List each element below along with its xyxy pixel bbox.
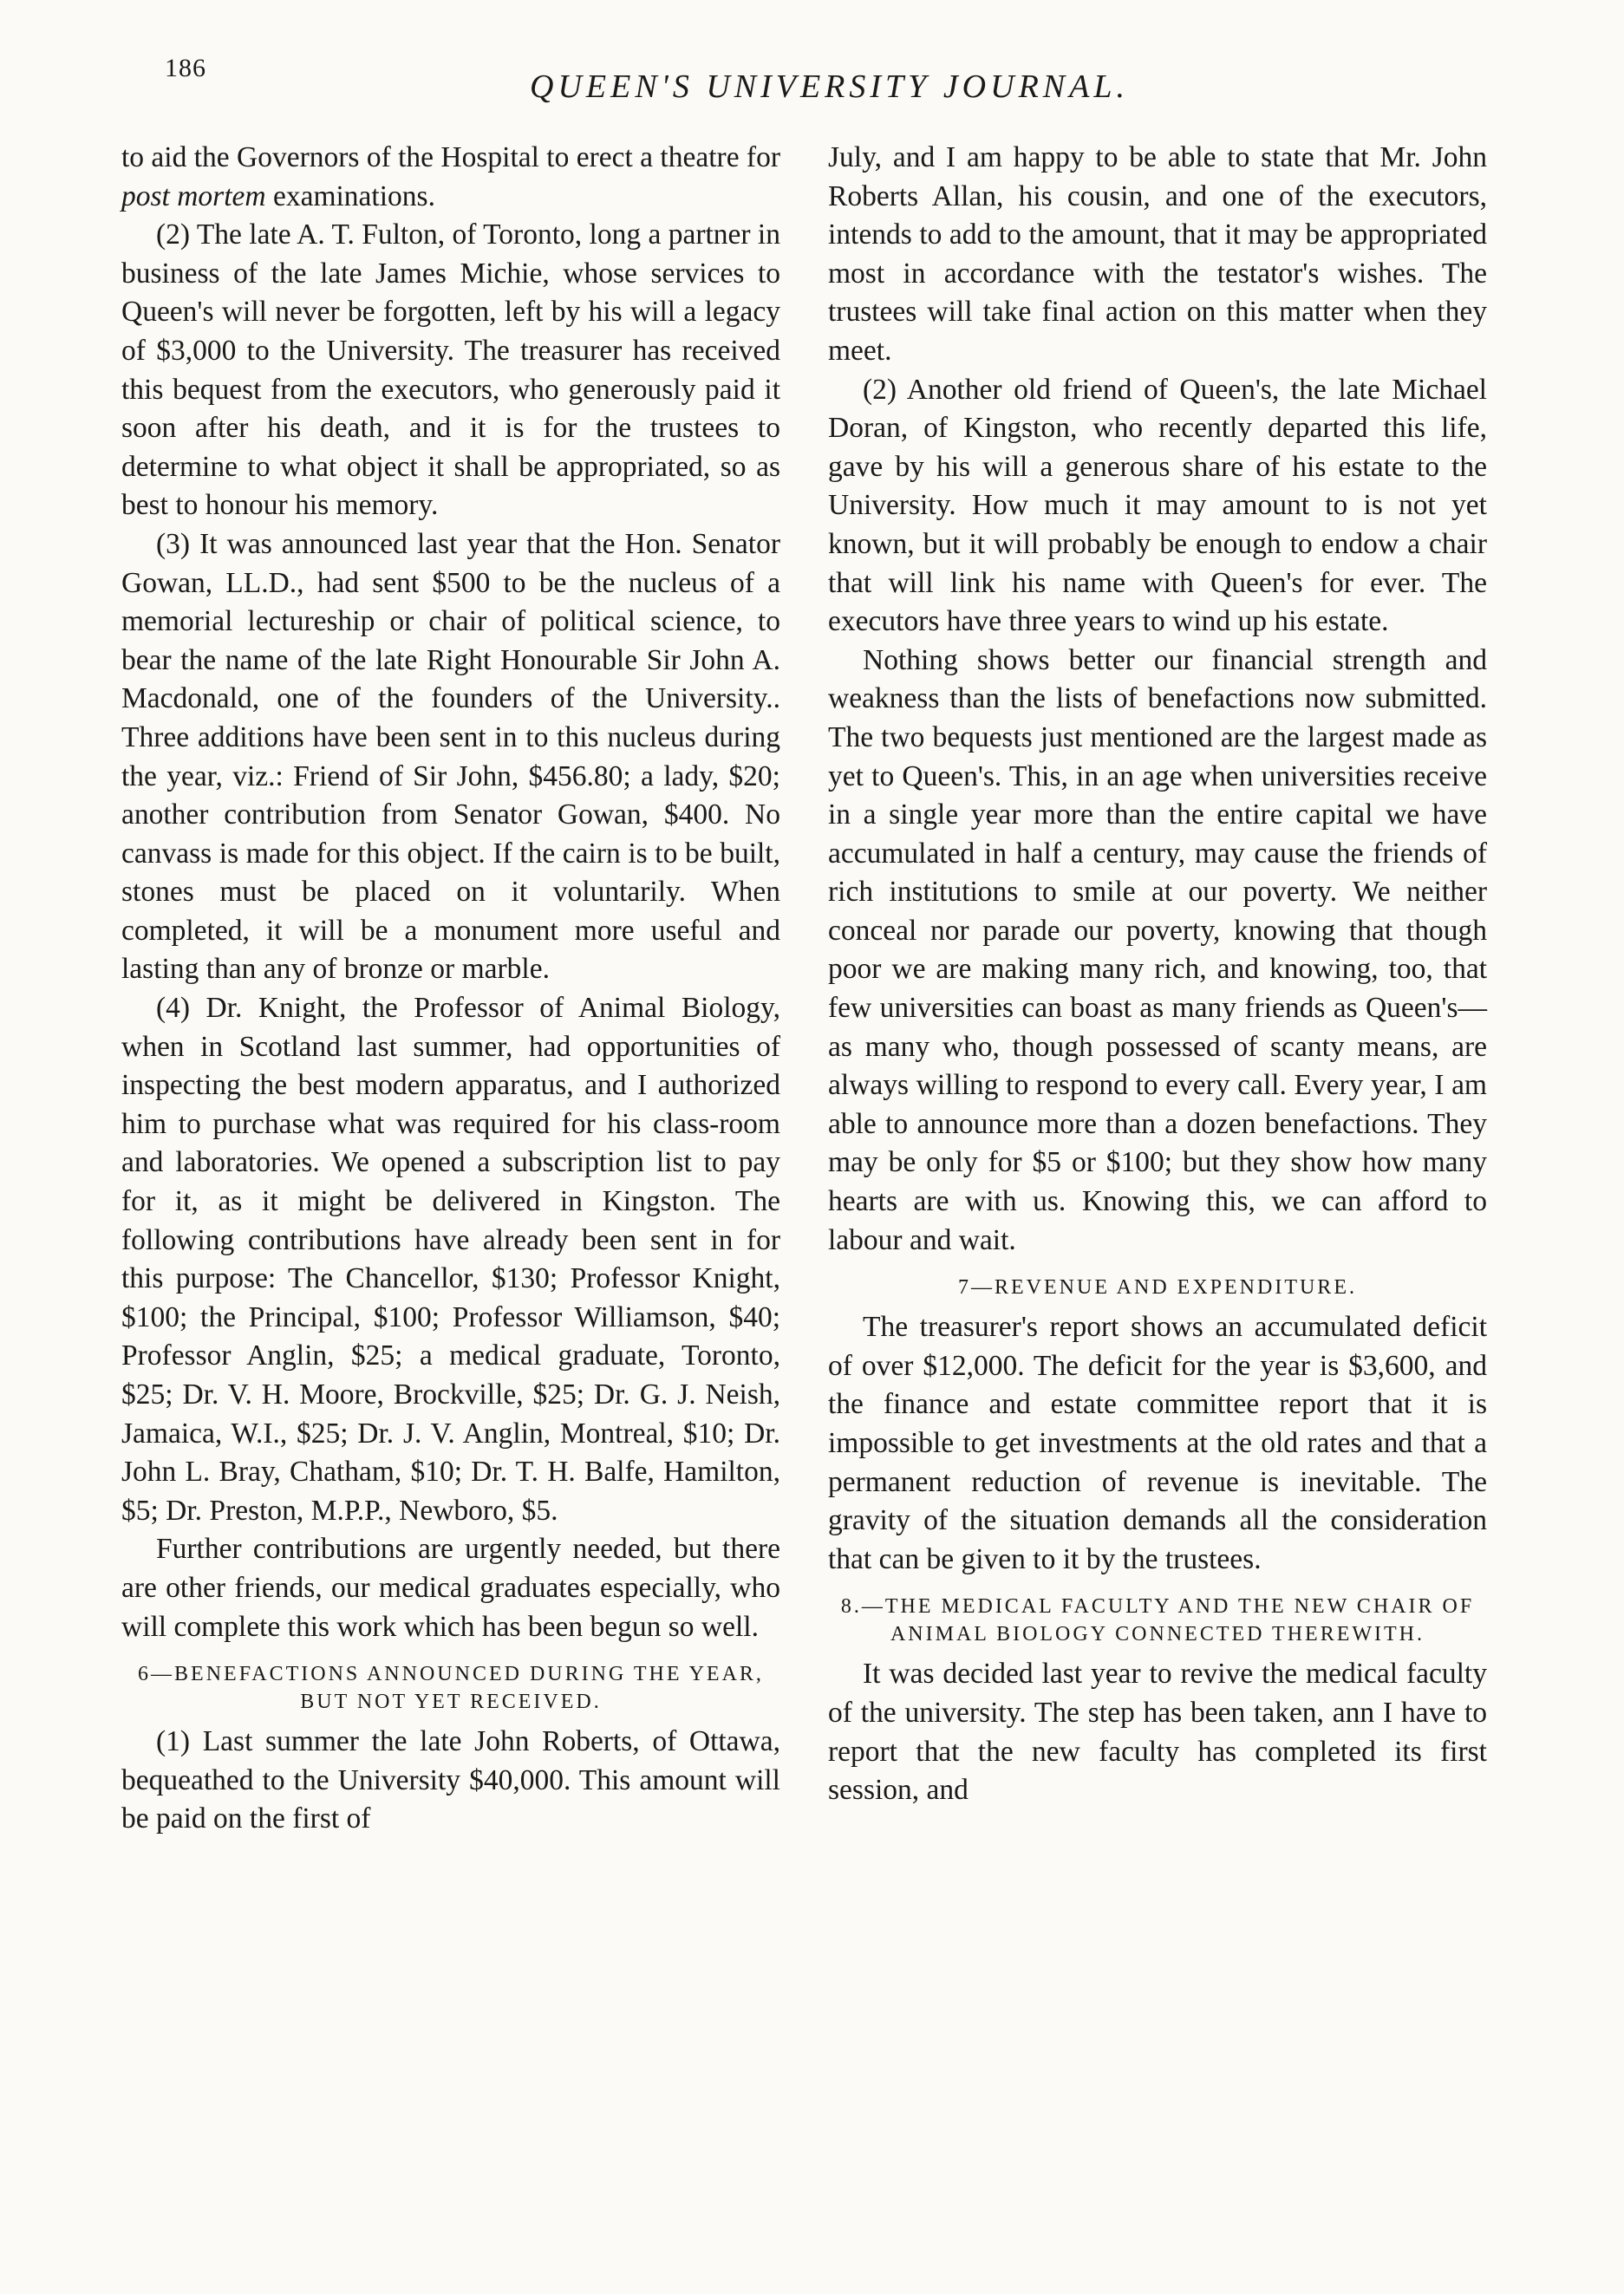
paragraph-hospital-theatre xyxy=(121,139,780,216)
running-head-title: QUEEN'S UNIVERSITY JOURNAL. xyxy=(530,68,1129,105)
right-column xyxy=(828,139,1487,1810)
paragraph-gowan-lectureship: (3) It was announced last year that the Hon. Senator Gowan, LL.D., had sent $500 to be the nucleus of a memorial lectureship or chair of political science, to bear the name of the late Right Honourable Sir John A. Macdonald, one of the founders of the University.. Three additions have been sent in to this nucleus during the year, viz.: Friend of Sir John, $456.80; a lady, $20; another contribution from Senator Gowan, $400. No canvass is made for this object. If the cairn is to be built, stones must be placed on it voluntarily. When completed, it will be a monument more useful and lasting than any of bronze or marble. xyxy=(121,527,780,986)
paragraph-medical-faculty: It was decided last year to revive the medical faculty of the university. The step has been taken, ann I have to report that the new faculty has completed its first session, and xyxy=(828,1658,1487,1807)
page-number: 186 xyxy=(165,54,206,82)
paragraph-financial-strength: Nothing shows better our financial strength and weakness than the lists of benefactions now submitted. The two bequests just mentioned are the largest made as yet to Queen's. This, in an age when universities receive in a single year more than the entire capital we have accumulated in half a century, may cause the friends of rich institutions to smile at our poverty. We neither conceal nor parade our poverty, knowing that though poor we are making many rich, and knowing, too, that few universities can boast as many friends as Queen's—as many who, though possessed of scanty means, are always willing to respond to every call. Every year, I am able to announce more than a dozen benefactions. They may be only for $5 or $100; but they show how many hearts are with us. Knowing this, we can afford to labour and wait. xyxy=(828,643,1487,1256)
paragraph-knight-apparatus: (4) Dr. Knight, the Professor of Animal Biology, when in Scotland last summer, had opportunities of inspecting the best modern apparatus, and I authorized him to purchase what was required for his class-room and laboratories. We opened a subscription list to pay for it, as it might be delivered in Kingston. The following contributions have already been sent in for this purpose: The Chancellor, $130; Professor Knight, $100; the Principal, $100; Professor Williamson, $40; Professor Anglin, $25; a medical graduate, Toronto, $25; Dr. V. H. Moore, Brockville, $25; Dr. G. J. Neish, Jamaica, W.I., $25; Dr. J. V. Anglin, Montreal, $10; Dr. John L. Bray, Chatham, $10; Dr. T. H. Balfe, Hamilton, $5; Dr. Preston, M.P.P., Newboro, $5. xyxy=(121,992,780,1527)
section-heading-7: 7—REVENUE AND EXPENDITURE. xyxy=(958,1276,1357,1300)
paragraph-treasurer-report: The treasurer's report shows an accumulated deficit of over $12,000. The deficit for the year is $3,600, and the finance and estate committee report that it is impossible to get investments at the old rates and that a permanent reduction of revenue is inevitable. The gravity of the situation demands all the consideration that can be given to it by the trustees. xyxy=(828,1311,1487,1575)
paragraph-fulton-legacy: (2) The late A. T. Fulton, of Toronto, long a partner in business of the late James Michie, whose services to Queen's will never be forgotten, left by his will a legacy of $3,000 to the University. The treasurer has received this bequest from the executors, who generously paid it soon after his death, and it is for the trustees to determine to what object it shall be appropriated, so as best to honour his memory. xyxy=(121,218,780,522)
paragraph-further-contributions: Further contributions are urgently needed, but there are other friends, our medical graduates especially, who will complete this work which has been begun so well. xyxy=(121,1533,780,1643)
paragraph-doran-bequest: (2) Another old friend of Queen's, the late Michael Doran, of Kingston, who recently departed this life, gave by his will a generous share of his estate to the University. How much it may amount to is not yet known, but it will probably be enough to endow a chair that will link his name with Queen's for ever. The executors have three years to wind up his estate. xyxy=(828,373,1487,638)
section-heading-6: 6—BENEFACTIONS ANNOUNCED DURING THE YEAR, BUT NOT YET RECEIVED. xyxy=(138,1663,764,1714)
paragraph-roberts-bequest: (1) Last summer the late John Roberts, of Ottawa, bequeathed to the University $40,000. This amount will be paid on the first of xyxy=(121,1725,780,1835)
section-heading-8: 8.—THE MEDICAL FACULTY AND THE NEW CHAIR OF ANIMAL BIOLOGY CONNECTED THEREWITH. xyxy=(840,1595,1475,1646)
text-span: examinations. xyxy=(265,179,435,212)
italic-phrase: post mortem xyxy=(121,179,266,212)
text-span: to aid the Governors of the Hospital to erect a theatre for xyxy=(121,141,780,173)
paragraph-roberts-continued: July, and I am happy to be able to state that Mr. John Roberts Allan, his cousin, and one of the executors, intends to add to the amount, that it may be appropriated most in accordance with the testator's wishes. The trustees will take final action on this matter when they meet. xyxy=(828,141,1487,367)
left-column xyxy=(121,139,780,1839)
